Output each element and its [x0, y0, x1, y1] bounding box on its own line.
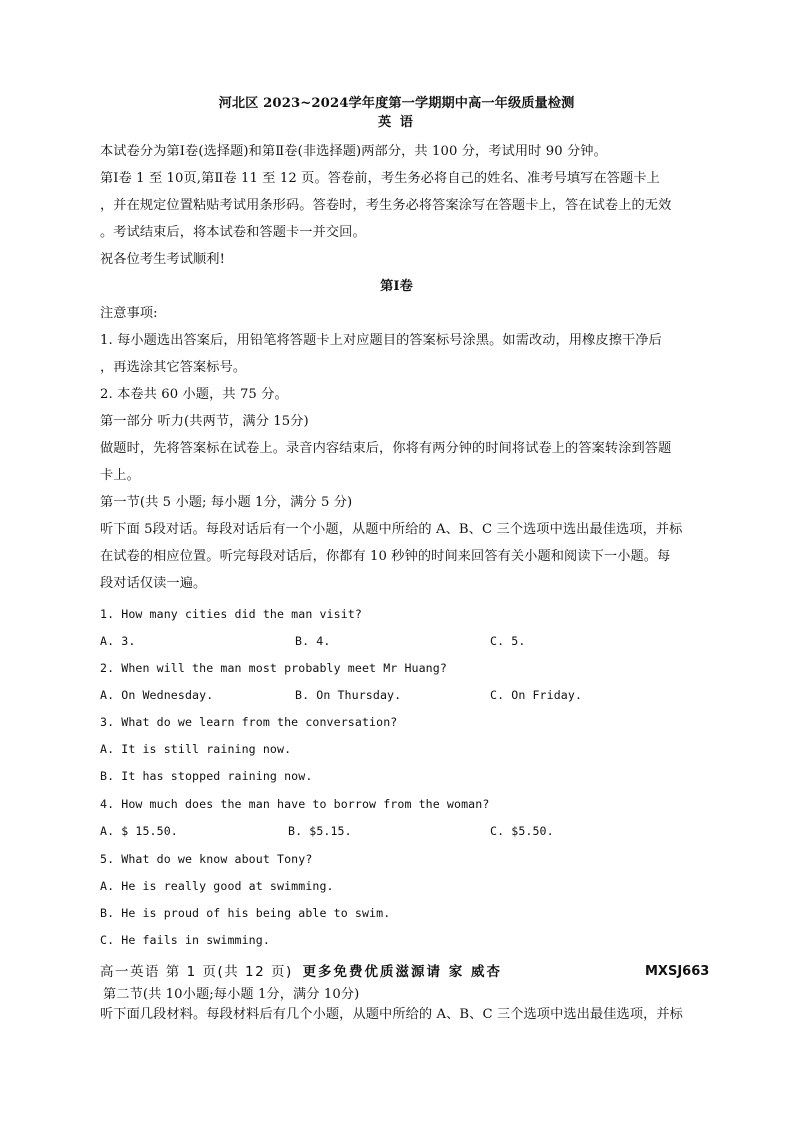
section-one-title: 第一节(共 5 小题; 每小题 1分，满分 5 分): [100, 495, 353, 510]
option-c: C. On Friday.: [490, 688, 583, 702]
option-b: B. On Thursday.: [295, 688, 402, 702]
option-b: B. $5.15.: [288, 824, 352, 838]
exam-title: 河北区 2023~2024学年度第一学期期中高一年级质量检测: [218, 96, 575, 111]
intro-line: 第Ⅰ卷 1 至 10页,第Ⅱ卷 11 至 12 页。答卷前，考生务必将自己的姓名、准考号填写在答题卡上: [100, 171, 660, 186]
option-c: C. 5.: [490, 634, 526, 648]
question-1: 1. How many cities did the man visit?: [100, 607, 362, 621]
section1-title: 第Ⅰ卷: [380, 279, 413, 294]
footer-left: 高一英语 第 1 页(共 12 页): [100, 964, 293, 980]
footer-code: MXSJ663: [645, 964, 710, 979]
intro-line: 本试卷分为第Ⅰ卷(选择题)和第Ⅱ卷(非选择题)两部分，共 100 分，考试用时 90 分钟。: [100, 144, 607, 159]
option-a: A. On Wednesday.: [100, 688, 214, 702]
intro-line: ，并在规定位置粘贴考试用条形码。答卷时，考生务必将答案涂写在答题卡上，答在试卷上的无效: [100, 198, 672, 213]
section-two-title: 第二节(共 10小题;每小题 1分，满分 10分): [103, 987, 360, 1002]
section-two-instruction: 听下面几段材料。每段材料后有几个小题，从题中所给的 A、B、C 三个选项中选出最佳选项，并标: [100, 1007, 683, 1022]
section-one-instruction: 听下面 5段对话。每段对话后有一个小题，从题中所给的 A、B、C 三个选项中选出最佳选项，并标: [100, 522, 683, 537]
note-line: ，再选涂其它答案标号。: [100, 360, 247, 375]
question-2: 2. When will the man most probably meet Mr Huang?: [100, 661, 447, 675]
option-b: B. He is proud of his being able to swim.: [100, 906, 391, 920]
option-a: A. It is still raining now.: [100, 742, 292, 756]
note-line: 1. 每小题选出答案后，用铅笔将答题卡上对应题目的答案标号涂黑。如需改动，用橡皮擦干净后: [100, 333, 662, 348]
intro-line: 祝各位考生考试顺利!: [100, 252, 225, 267]
question-4: 4. How much does the man have to borrow from the woman?: [100, 797, 490, 811]
section-one-instruction: 段对话仅读一遍。: [100, 576, 207, 591]
section-one-instruction: 在试卷的相应位置。听完每段对话后，你都有 10 秒钟的时间来回答有关小题和阅读下一小题。每: [100, 549, 671, 564]
footer-middle: 更多免费优质滋源请 家 威杏: [302, 964, 502, 980]
exam-subject: 英 语: [378, 115, 415, 130]
part1-instruction: 卡上。: [100, 468, 140, 483]
part1-instruction: 做题时，先将答案标在试卷上。录音内容结束后，你将有两分钟的时间将试卷上的答案转涂到答题: [100, 441, 672, 456]
notes-title: 注意事项:: [100, 306, 158, 321]
option-c: C. He fails in swimming.: [100, 933, 270, 947]
option-b: B. It has stopped raining now.: [100, 769, 313, 783]
question-3: 3. What do we learn from the conversation?: [100, 715, 398, 729]
intro-line: 。考试结束后，将本试卷和答题卡一并交回。: [100, 225, 366, 240]
option-a: A. $ 15.50.: [100, 824, 178, 838]
question-5: 5. What do we know about Tony?: [100, 852, 313, 866]
option-b: B. 4.: [295, 634, 331, 648]
note-line: 2. 本卷共 60 小题，共 75 分。: [100, 387, 288, 402]
footer-page-info: [100, 963, 502, 981]
option-c: C. $5.50.: [490, 824, 554, 838]
option-a: A. He is really good at swimming.: [100, 879, 334, 893]
part1-title: 第一部分 听力(共两节，满分 15分): [100, 414, 309, 429]
option-a: A. 3.: [100, 634, 136, 648]
